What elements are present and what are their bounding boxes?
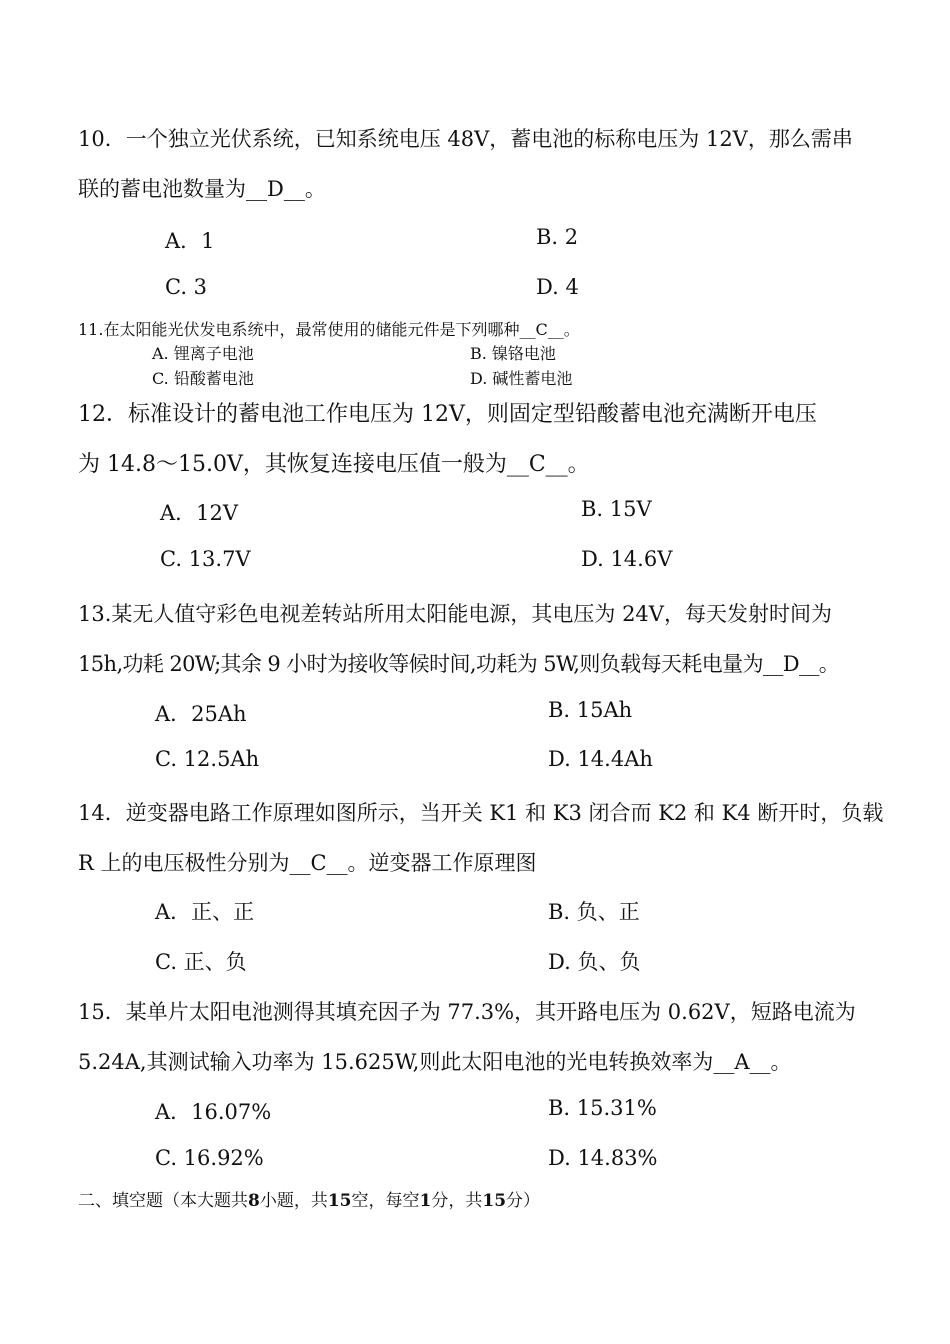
section-prefix: 二、填空题（本大题共 xyxy=(78,1191,248,1211)
q15-option-a: A．16.07% xyxy=(155,1100,272,1124)
q14-option-d: D. 负、负 xyxy=(548,950,641,974)
q10-line2: 联的蓄电池数量为__D__。 xyxy=(78,177,326,201)
q13-option-c: C. 12.5Ah xyxy=(155,747,260,771)
section-mid1: 小题，共 xyxy=(259,1191,328,1211)
section-mid3: 分，共 xyxy=(431,1191,483,1211)
q10-option-d: D. 4 xyxy=(536,275,579,299)
q12-option-b: B. 15V xyxy=(581,497,652,521)
q15-line2: 5.24A,其测试输入功率为 15.625W,则此太阳电池的光电转换效率为__A__。 xyxy=(78,1050,792,1074)
q13-option-a: A．25Ah xyxy=(155,702,247,726)
q15-line1: 15．某单片太阳电池测得其填充因子为 77.3%，其开路电压为 0.62V，短路电流为 xyxy=(78,1000,856,1024)
section-mid2: 空，每空 xyxy=(351,1191,420,1211)
q10-option-a: A．1 xyxy=(165,229,215,253)
blank-count: 15 xyxy=(327,1191,352,1211)
q13-option-d: D. 14.4Ah xyxy=(548,747,653,771)
q11-option-c: C. 铅酸蓄电池 xyxy=(152,369,254,388)
q15-option-c: C. 16.92% xyxy=(155,1146,264,1170)
score-each: 1 xyxy=(419,1191,432,1211)
q11-stem: 11.在太阳能光伏发电系统中，最常使用的储能元件是下列哪种__C__。 xyxy=(78,320,580,339)
q13-line1: 13.某无人值守彩色电视差转站所用太阳能电源，其电压为 24V，每天发射时间为 xyxy=(78,602,832,626)
q14-line1: 14．逆变器电路工作原理如图所示，当开关 K1 和 K3 闭合而 K2 和 K4 断开时，负载 xyxy=(78,801,884,825)
q12-option-d: D. 14.6V xyxy=(581,547,673,571)
question-count: 8 xyxy=(248,1191,260,1211)
q10-line1: 10．一个独立光伏系统，已知系统电压 48V，蓄电池的标称电压为 12V，那么需串 xyxy=(78,127,853,151)
q14-line2: R 上的电压极性分别为__C__。逆变器工作原理图 xyxy=(78,851,537,875)
section-heading xyxy=(78,1186,540,1211)
q12-option-a: A．12V xyxy=(160,501,239,525)
q11-option-d: D. 碱性蓄电池 xyxy=(470,369,573,388)
q12-line2: 为 14.8～15.0V，其恢复连接电压值一般为__C__。 xyxy=(78,452,590,477)
q12-line1: 12．标准设计的蓄电池工作电压为 12V，则固定型铅酸蓄电池充满断开电压 xyxy=(78,402,817,427)
q10-option-c: C. 3 xyxy=(165,275,208,299)
q10-option-b: B. 2 xyxy=(536,225,579,249)
q14-option-c: C. 正、负 xyxy=(155,950,247,974)
q12-option-c: C. 13.7V xyxy=(160,547,251,571)
section-suffix: 分） xyxy=(506,1191,541,1211)
q15-option-b: B. 15.31% xyxy=(548,1096,657,1120)
total-score: 15 xyxy=(482,1191,507,1211)
q13-option-b: B. 15Ah xyxy=(548,698,633,722)
q15-option-d: D. 14.83% xyxy=(548,1146,658,1170)
q14-option-a: A．正、正 xyxy=(155,900,255,924)
q14-option-b: B. 负、正 xyxy=(548,900,640,924)
q13-line2: 15h,功耗 20W;其余 9 小时为接收等候时间,功耗为 5W,则负载每天耗电量为__D__。 xyxy=(78,652,840,676)
q11-option-b: B. 镍铬电池 xyxy=(470,344,556,363)
q11-option-a: A. 锂离子电池 xyxy=(152,344,254,363)
